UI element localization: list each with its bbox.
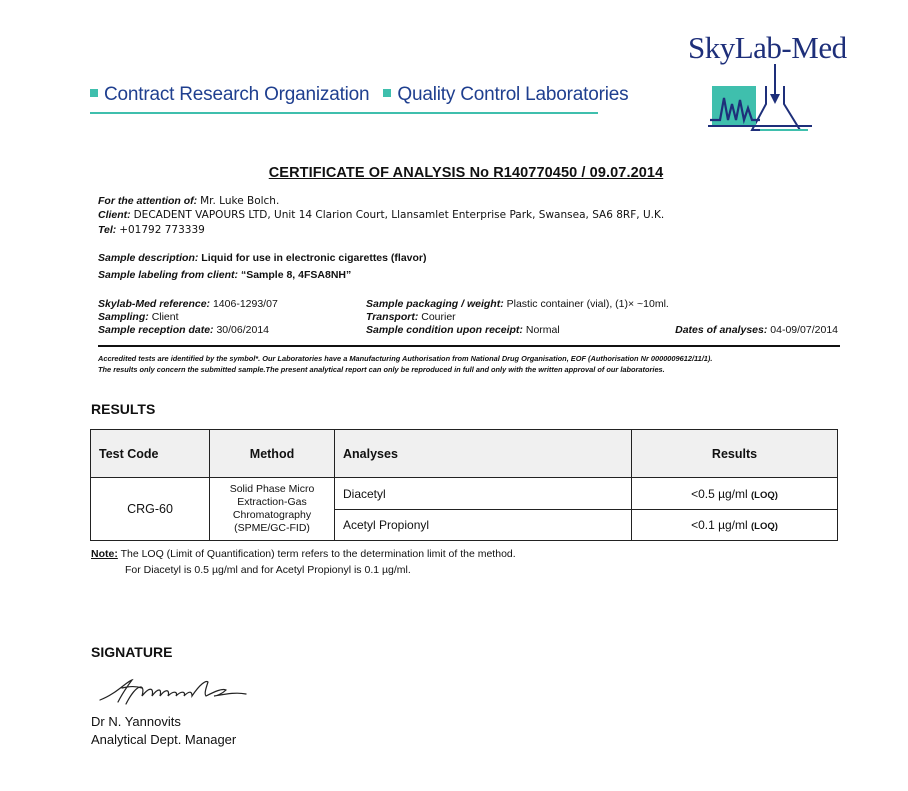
org-item-cro: Contract Research Organization — [104, 84, 370, 105]
loq-note: (LOQ) — [751, 489, 778, 501]
packaging-value: Plastic container (vial), (1)× ~10ml. — [506, 298, 669, 310]
signature-heading: SIGNATURE — [91, 644, 173, 660]
condition-value: Normal — [525, 324, 560, 336]
result-value: <0.1 µg/ml — [691, 518, 748, 532]
col-method: Method — [210, 430, 335, 478]
reception-label: Sample reception date: — [98, 324, 214, 336]
packaging-label: Sample packaging / weight: — [366, 298, 504, 310]
client-line — [98, 209, 664, 221]
attention-value: Mr. Luke Bolch. — [200, 195, 280, 207]
company-logo-text: SkyLab-Med — [688, 30, 847, 65]
bullet-square-icon — [90, 89, 98, 97]
result-cell — [632, 478, 838, 510]
client-label: Client: — [98, 209, 131, 221]
organization-tagline — [90, 84, 628, 106]
tel-line — [98, 224, 205, 236]
note-line-1 — [91, 548, 516, 560]
bullet-square-icon — [383, 89, 391, 97]
note-text-2: For Diacetyl is 0.5 µg/ml and for Acetyl Propionyl is 0.1 µg/ml. — [125, 564, 411, 576]
org-item-qcl: Quality Control Laboratories — [397, 84, 629, 105]
table-header-row — [91, 430, 838, 478]
attention-label: For the attention of: — [98, 195, 198, 207]
analysis-cell: Diacetyl — [335, 478, 632, 510]
dates-label: Dates of analyses: — [675, 324, 768, 336]
sampling-label: Sampling: — [98, 311, 149, 323]
result-value: <0.5 µg/ml — [691, 486, 748, 501]
signatory-title: Analytical Dept. Manager — [91, 732, 237, 747]
sample-description-label: Sample description: — [98, 252, 199, 264]
tel-value: +01792 773339 — [119, 224, 205, 236]
accreditation-note-2: The results only concern the submitted sample.The present analytical report can only be reproduced in full and only with the written approval of our laboratories. — [98, 365, 665, 374]
method-cell: Solid Phase Micro Extraction-Gas Chromatography (SPME/GC-FID) — [210, 478, 335, 541]
signatory-name: Dr N. Yannovits — [91, 714, 181, 729]
test-code-cell: CRG-60 — [91, 478, 210, 541]
sample-labeling-value: “Sample 8, 4FSA8NH” — [240, 269, 352, 281]
analysis-cell: Acetyl Propionyl — [335, 510, 632, 541]
transport-line — [366, 311, 456, 323]
transport-label: Transport: — [366, 311, 419, 323]
transport-value: Courier — [421, 311, 456, 323]
reception-line — [98, 324, 269, 336]
reference-line — [98, 298, 278, 310]
reference-value: 1406-1293/07 — [212, 298, 278, 310]
attention-line — [98, 195, 279, 207]
sample-description-line — [98, 252, 427, 264]
signature-image — [96, 674, 251, 708]
client-value: DECADENT VAPOURS LTD, Unit 14 Clarion Court, Llansamlet Enterprise Park, Swansea, SA6 8RF, U.K. — [133, 209, 665, 221]
condition-line — [366, 324, 560, 336]
note-text-1: The LOQ (Limit of Quantification) term refers to the determination limit of the method. — [120, 548, 516, 560]
table-row — [91, 478, 838, 510]
loq-note: (LOQ) — [751, 521, 778, 532]
results-heading: RESULTS — [91, 401, 156, 417]
dates-line — [675, 324, 838, 336]
certificate-title: CERTIFICATE OF ANALYSIS No R140770450 / 09.07.2014 — [268, 165, 664, 181]
reception-value: 30/06/2014 — [216, 324, 270, 336]
sample-labeling-line — [98, 269, 351, 281]
tel-label: Tel: — [98, 224, 117, 236]
col-test-code: Test Code — [91, 430, 210, 478]
section-divider — [98, 345, 840, 347]
results-table — [90, 429, 838, 541]
packaging-line — [366, 298, 669, 310]
col-analyses: Analyses — [335, 430, 632, 478]
sample-labeling-label: Sample labeling from client: — [98, 269, 239, 281]
accreditation-note-1: Accredited tests are identified by the symbol*. Our Laboratories have a Manufacturing Authorisation from National Drug Organisation, EOF (Authorisation Nr 0000009612/11/1). — [98, 354, 713, 363]
reference-label: Skylab-Med reference: — [98, 298, 211, 310]
sampling-value: Client — [151, 311, 179, 323]
dates-value: 04-09/07/2014 — [770, 324, 838, 336]
note-label: Note: — [91, 548, 118, 560]
company-logo-icon — [700, 64, 820, 136]
condition-label: Sample condition upon receipt: — [366, 324, 523, 336]
col-results: Results — [632, 430, 838, 478]
sampling-line — [98, 311, 179, 323]
header-divider — [90, 112, 598, 114]
sample-description-value: Liquid for use in electronic cigarettes (flavor) — [201, 252, 427, 264]
result-cell — [632, 510, 838, 541]
